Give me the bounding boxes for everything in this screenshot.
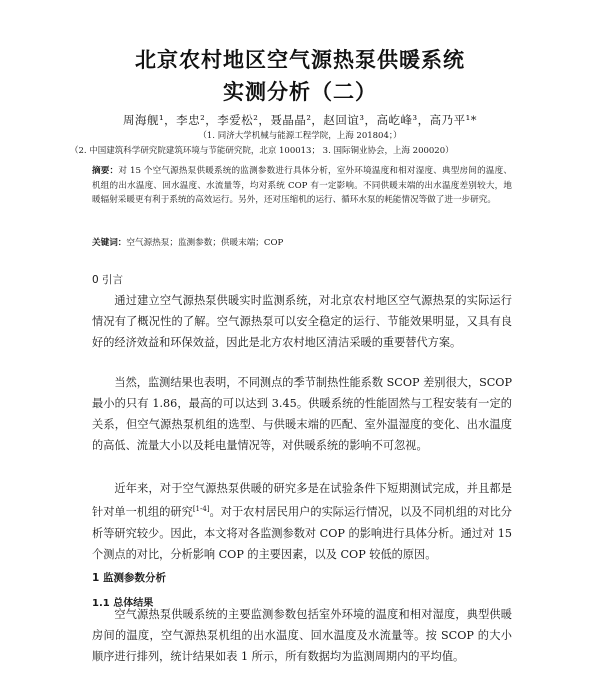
- abstract-text: 对 15 个空气源热泵供暖系统的监测参数进行具体分析，室外环境温度和相对湿度、典型房间的温度、机组的出水温度、回水温度、水流量等，均对系统 COP 有一定影响。不同供暖末端的出水温度差别较大，地暖辐射采暖更有利于系统的高效运行。另外，还对压缩机的运行、循环水泵的耗能情况等做了进一步研究。: [92, 166, 512, 206]
- abstract-label: 摘要：: [92, 166, 119, 176]
- citation-reference: [1-4]: [192, 505, 210, 513]
- intro-paragraph-2: 当然，监测结果也表明，不同测点的季节制热性能系数 SCOP 差别很大，SCOP 最小的只有 1.86，最高的可以达到 3.45。供暖系统的性能固然与工程安装有一定的关系，但空气源热泵机组的选型、与供暖末端的匹配、室外温湿度的变化、出水温度的高低、流量大小以及耗电量情况等，对供暖系统的影响不可忽视。: [92, 376, 512, 452]
- affiliation-1: （1. 同济大学机械与能源工程学院，上海 201804；）: [198, 131, 402, 141]
- intro-paragraph-3: [92, 478, 512, 565]
- keywords-text: 空气源热泵；监测参数；供暖末端；COP: [126, 238, 284, 248]
- affiliation-2: （2. 中国建筑科学研究院建筑环境与节能研究院，北京 100013； 3. 国际铜业协会，上海 200020）: [70, 146, 454, 156]
- paper-title-line2: 实测分析（二）: [223, 80, 377, 104]
- keywords-label: 关键词：: [92, 238, 127, 248]
- intro-paragraph-3-part-b: 。对于农村居民用户的实际运行情况，以及不同机组的对比分析等研究较少。因此，本文将对各监测参数对 COP 的影响进行具体分析。通过对 15 个测点的对比，分析影响 COP 的主要因素，以及 COP 较低的原因。: [92, 505, 512, 561]
- section-heading-intro: 0 引言: [92, 274, 124, 286]
- intro-paragraph-1: 通过建立空气源热泵供暖实时监测系统，对北京农村地区空气源热泵的实际运行情况有了概况性的了解。空气源热泵可以安全稳定的运行、节能效果明显，又具有良好的经济效益和环保效益，因此是北方农村地区清洁采暖的重要替代方案。: [92, 294, 512, 349]
- subsection-heading-results: 1.1 总体结果: [92, 598, 154, 609]
- abstract: [92, 164, 512, 208]
- author-list: 周海舰¹，李忠²，李爱松²，聂晶晶²，赵回谊³，高屹峰³，高乃平¹*: [122, 113, 478, 127]
- section-heading-monitoring: 1 监测参数分析: [92, 572, 166, 584]
- paper-title-line1: 北京农村地区空气源热泵供暖系统: [135, 48, 465, 72]
- intro-paragraph-3-part-a: 近年来，对于空气源热泵供暖的研究多是在试验条件下短期测试完成，并且都是针对单一机组的研究: [92, 482, 512, 519]
- results-paragraph-1: 空气源热泵供暖系统的主要监测参数包括室外环境的温度和相对湿度，典型供暖房间的温度，空气源热泵机组的出水温度、回水温度及水流量等。按 SCOP 的大小顺序进行排列，统计结果如表 1 所示，所有数据均为监测周期内的平均值。: [92, 608, 512, 663]
- keywords: [92, 236, 512, 248]
